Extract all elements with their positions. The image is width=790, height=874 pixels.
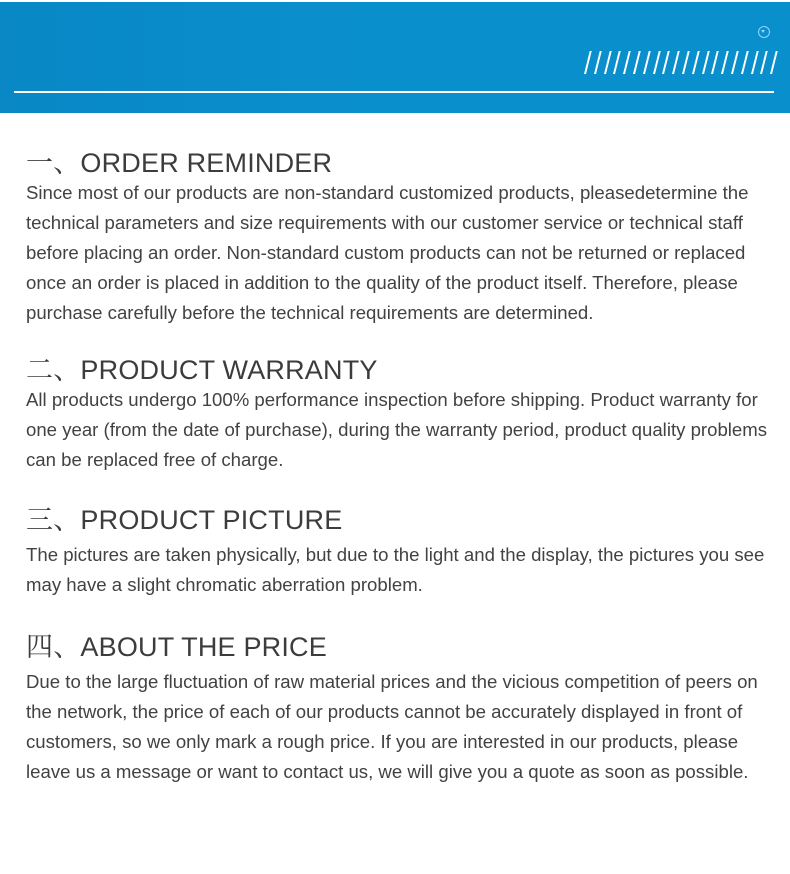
section-heading (26, 146, 782, 180)
section-body: The pictures are taken physically, but due to the light and the display, the pictures you see may have a slight chromatic aberration problem. (26, 544, 765, 595)
section-title: ORDER REMINDER (80, 148, 333, 178)
banner-divider (14, 91, 774, 93)
section-title: ABOUT THE PRICE (80, 632, 327, 662)
banner-slash-decoration (580, 50, 776, 80)
section-about-the-price (26, 630, 782, 787)
section-body: All products undergo 100% performance inspection before shipping. Product warranty for one year (from the date of purchase), during the warranty period, product quality problems can be replaced free of charge. (26, 389, 768, 470)
circle-chevron-down-icon[interactable] (758, 26, 770, 38)
section-index: 四、 (26, 632, 81, 662)
banner-gradient (0, 2, 360, 113)
header-banner (0, 2, 790, 113)
section-heading (26, 353, 782, 387)
section-order-reminder (26, 146, 782, 328)
section-heading (26, 503, 782, 537)
section-product-warranty (26, 353, 782, 475)
section-index: 一、 (26, 148, 81, 178)
section-body: Since most of our products are non-standard customized products, pleasedetermine the technical parameters and size requirements with our customer service or technical staff before placing an order. Non-standard custom products can not be returned or replaced once an order is placed in addition to the quality of the product itself. Therefore, please purchase carefully before the technical requirements are determined. (26, 182, 749, 323)
section-index: 二、 (26, 355, 81, 385)
section-heading (26, 630, 782, 664)
section-index: 三、 (26, 505, 81, 535)
section-product-picture (26, 503, 782, 600)
section-title: PRODUCT PICTURE (80, 505, 343, 535)
section-title: PRODUCT WARRANTY (80, 355, 378, 385)
section-body: Due to the large fluctuation of raw material prices and the vicious competition of peers on the network, the price of each of our products cannot be accurately displayed in front of customers, so we only mark a rough price. If you are interested in our products, please leave us a message or want to contact us, we will give you a quote as soon as possible. (26, 671, 758, 782)
